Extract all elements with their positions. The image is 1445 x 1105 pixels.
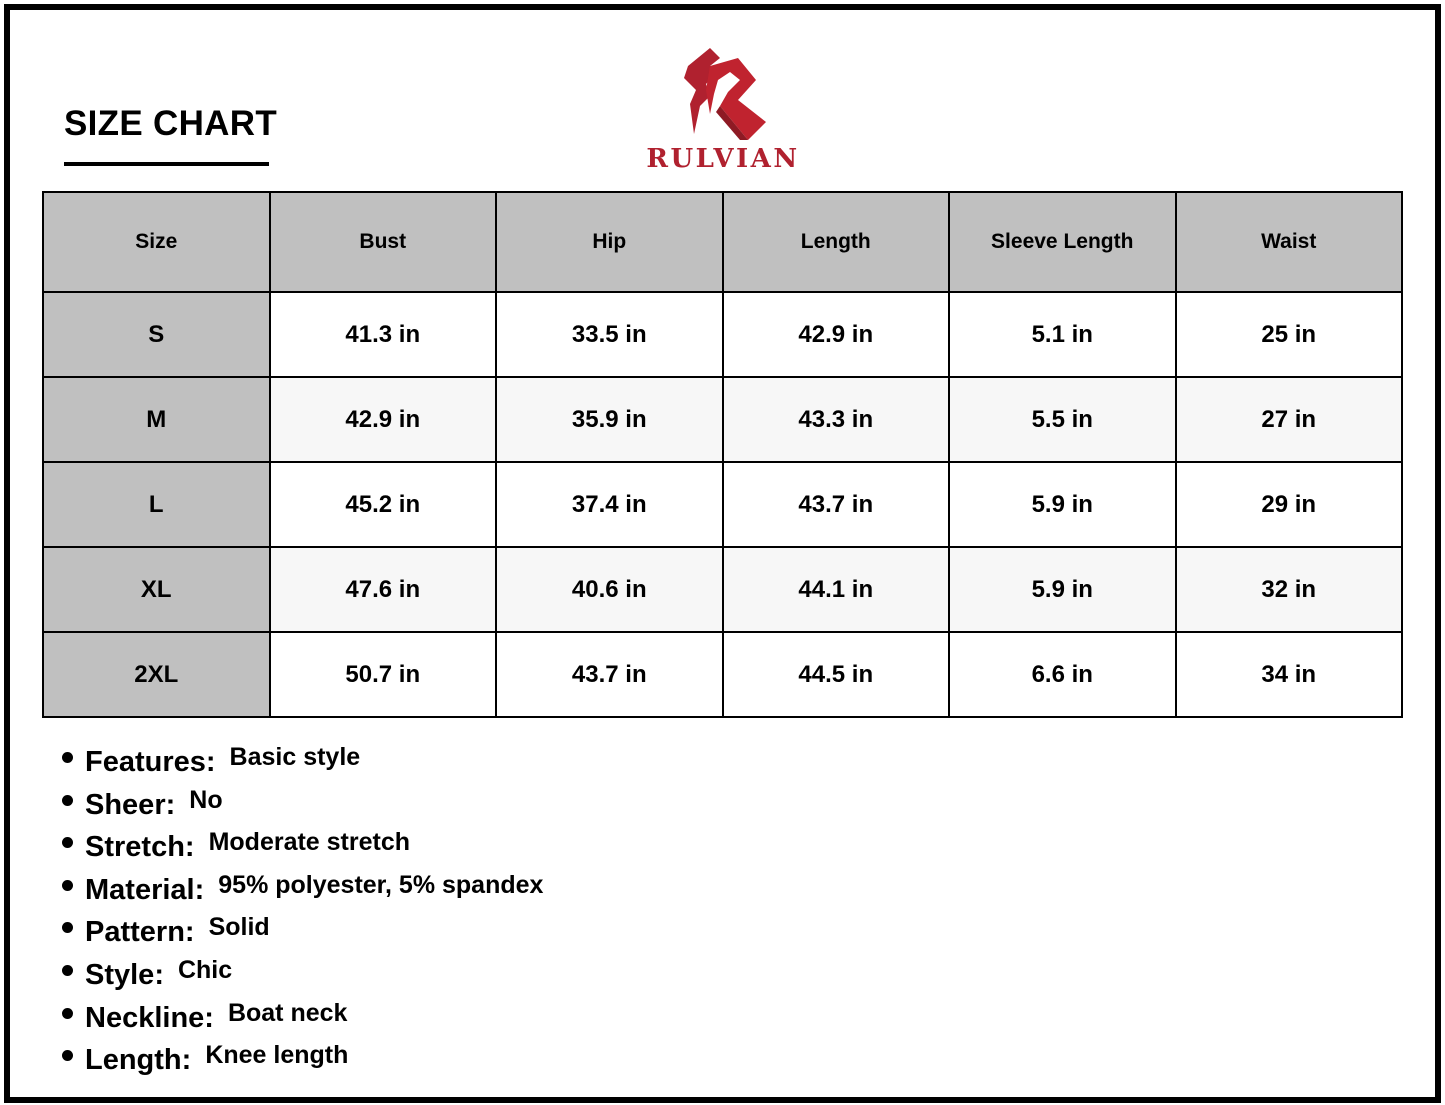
- table-row: [43, 462, 1402, 547]
- waist-cell: 27 in: [1176, 377, 1403, 462]
- length-cell: 44.1 in: [723, 547, 950, 632]
- feature-value: Chic: [177, 955, 233, 984]
- feature-item: [62, 1041, 543, 1087]
- hip-cell: 43.7 in: [496, 632, 723, 717]
- feature-item: [62, 998, 543, 1045]
- feature-value: Knee length: [205, 1041, 349, 1070]
- bust-cell: 47.6 in: [270, 547, 497, 632]
- stylized-r-logo-icon: [680, 44, 770, 142]
- waist-cell: 29 in: [1176, 462, 1403, 547]
- sleeve-length-cell: 5.9 in: [949, 462, 1176, 547]
- sleeve-length-cell: 5.5 in: [949, 377, 1176, 462]
- table-row: [43, 377, 1402, 462]
- size-cell: M: [43, 377, 270, 462]
- feature-value: Solid: [208, 913, 270, 942]
- brand-name: RULVIAN: [646, 144, 800, 174]
- feature-label: Stretch:: [85, 831, 195, 864]
- size-cell: XL: [43, 547, 270, 632]
- length-cell: 43.3 in: [723, 377, 950, 462]
- bust-cell: 41.3 in: [270, 292, 497, 377]
- waist-cell: 32 in: [1176, 547, 1403, 632]
- feature-value: Boat neck: [227, 998, 348, 1027]
- title-underline: [64, 162, 269, 166]
- bullet-icon: [62, 795, 73, 806]
- sleeve-length-cell: 5.1 in: [949, 292, 1176, 377]
- bullet-icon: [62, 880, 73, 891]
- feature-label: Sheer:: [85, 788, 176, 821]
- waist-cell: 34 in: [1176, 632, 1403, 717]
- header-hip: Hip: [496, 192, 723, 292]
- feature-item: [62, 913, 543, 959]
- feature-label: Material:: [85, 873, 205, 906]
- size-cell: 2XL: [43, 632, 270, 717]
- bust-cell: 42.9 in: [270, 377, 497, 462]
- feature-label: Features:: [85, 746, 216, 778]
- size-cell: S: [43, 292, 270, 377]
- bullet-icon: [62, 1050, 73, 1061]
- feature-item: [62, 955, 543, 1002]
- size-chart-table: [42, 191, 1403, 718]
- feature-item: [62, 743, 543, 789]
- table-row: [43, 632, 1402, 717]
- bullet-icon: [62, 837, 73, 848]
- table-row: [43, 292, 1402, 377]
- feature-value: Basic style: [229, 743, 361, 771]
- feature-item: [62, 870, 544, 917]
- sleeve-length-cell: 5.9 in: [949, 547, 1176, 632]
- length-cell: 42.9 in: [723, 292, 950, 377]
- feature-item: [62, 828, 543, 874]
- bust-cell: 45.2 in: [270, 462, 497, 547]
- feature-label: Pattern:: [85, 916, 195, 949]
- feature-label: Style:: [85, 958, 164, 991]
- hip-cell: 35.9 in: [496, 377, 723, 462]
- length-cell: 44.5 in: [723, 632, 950, 717]
- bullet-icon: [62, 965, 73, 976]
- hip-cell: 37.4 in: [496, 462, 723, 547]
- brand-logo: [630, 44, 820, 179]
- header-sleeve-length: Sleeve Length: [949, 192, 1176, 292]
- features-list: [62, 743, 544, 1087]
- length-cell: 43.7 in: [723, 462, 950, 547]
- sleeve-length-cell: 6.6 in: [949, 632, 1176, 717]
- feature-value: 95% polyester, 5% spandex: [218, 870, 544, 899]
- header-length: Length: [723, 192, 950, 292]
- header-waist: Waist: [1176, 192, 1403, 292]
- header-size: Size: [43, 192, 270, 292]
- table-row: [43, 547, 1402, 632]
- bust-cell: 50.7 in: [270, 632, 497, 717]
- header-bust: Bust: [270, 192, 497, 292]
- feature-value: No: [189, 785, 223, 814]
- page-title: SIZE CHART: [64, 104, 277, 143]
- feature-label: Neckline:: [85, 1001, 214, 1034]
- feature-label: Length:: [85, 1044, 192, 1077]
- feature-value: Moderate stretch: [208, 828, 411, 857]
- waist-cell: 25 in: [1176, 292, 1403, 377]
- bullet-icon: [62, 1008, 73, 1019]
- bullet-icon: [62, 752, 73, 763]
- feature-item: [62, 785, 543, 832]
- hip-cell: 40.6 in: [496, 547, 723, 632]
- table-header-row: [43, 192, 1402, 292]
- hip-cell: 33.5 in: [496, 292, 723, 377]
- bullet-icon: [62, 922, 73, 933]
- size-cell: L: [43, 462, 270, 547]
